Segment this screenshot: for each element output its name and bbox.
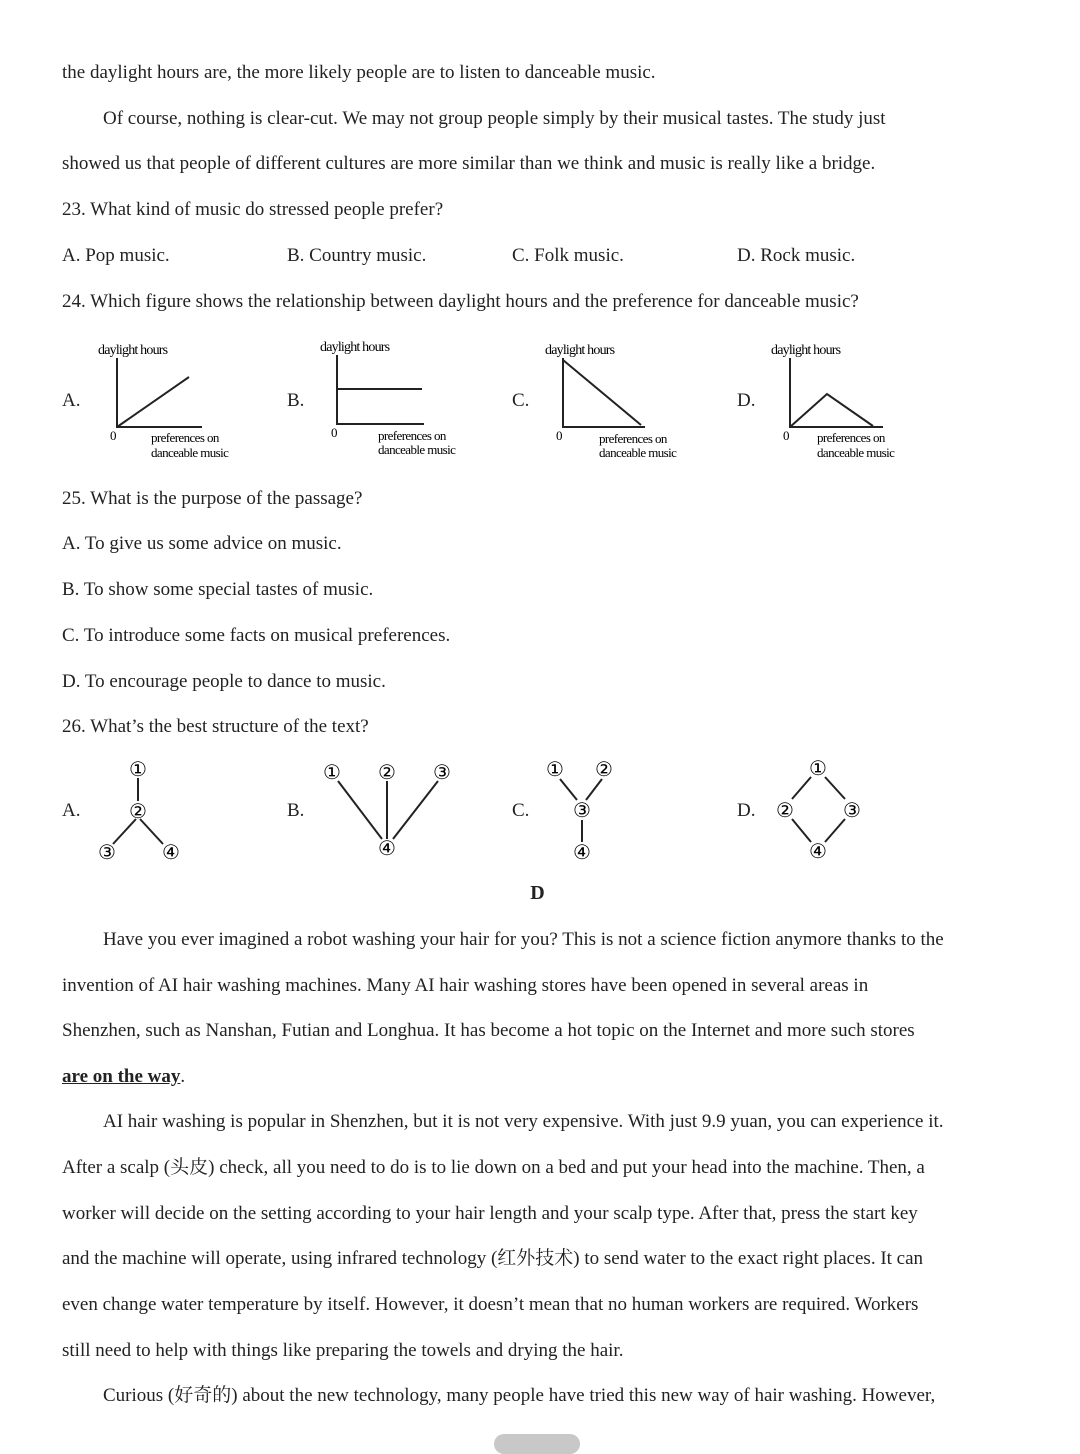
passage-line: Curious (好奇的) about the new technology, many people have tried this new way of hair washing. However,: [103, 1385, 936, 1406]
x-axis-label-line2: danceable music: [599, 445, 677, 460]
passage-line: [62, 1065, 185, 1089]
node-1: ①: [129, 759, 147, 781]
node-4: ④: [573, 842, 591, 864]
structure-diagram-b: [315, 757, 465, 872]
x-axis-label-line1: preferences on: [599, 431, 667, 446]
structure-diagram-a: [90, 755, 200, 875]
node-2: ②: [776, 800, 794, 822]
q24-letter-b: B.: [287, 390, 305, 411]
origin-label: 0: [110, 428, 117, 443]
question-25: 25. What is the purpose of the passage?: [62, 488, 363, 509]
page-scroll-handle[interactable]: [494, 1434, 580, 1454]
relationship-line: [563, 360, 641, 425]
q23-option-c: C. Folk music.: [512, 245, 624, 266]
passage-line: still need to help with things like preparing the towels and drying the hair.: [62, 1340, 624, 1361]
node-1: ①: [323, 762, 341, 784]
node-4: ④: [378, 838, 396, 860]
q25-option-d: D. To encourage people to dance to music.: [62, 671, 386, 692]
x-axis-label-line2: danceable music: [378, 442, 456, 457]
structure-diagram-c: [535, 754, 635, 874]
passage-line: invention of AI hair washing machines. Many AI hair washing stores have been opened in several areas in: [62, 975, 869, 996]
node-4: ④: [162, 842, 180, 864]
q24-letter-a: A.: [62, 390, 81, 411]
graph-b: [312, 333, 482, 468]
section-heading: D: [530, 882, 545, 904]
passage-line: Have you ever imagined a robot washing your hair for you? This is not a science fiction anymore thanks to the: [103, 929, 944, 950]
q26-letter-d: D.: [737, 800, 756, 821]
period: .: [180, 1066, 186, 1087]
q25-option-c: C. To introduce some facts on musical preferences.: [62, 625, 451, 646]
passage-line: AI hair washing is popular in Shenzhen, but it is not very expensive. With just 9.9 yuan, you can experience it.: [103, 1111, 944, 1132]
y-axis-label: daylight hours: [320, 340, 390, 355]
passage-line: and the machine will operate, using infrared technology (红外技术) to send water to the exact right places. It can: [62, 1248, 924, 1269]
q25-option-a: A. To give us some advice on music.: [62, 533, 342, 554]
q26-letter-a: A.: [62, 800, 81, 821]
passage-line: showed us that people of different cultures are more similar than we think and music is really like a bridge.: [62, 153, 876, 174]
y-axis-label: daylight hours: [98, 343, 168, 358]
graph-d: [763, 336, 933, 471]
x-axis-label-line2: danceable music: [817, 445, 895, 460]
question-23: 23. What kind of music do stressed people prefer?: [62, 199, 444, 220]
q25-option-b: B. To show some special tastes of music.: [62, 579, 374, 600]
node-3: ③: [843, 800, 861, 822]
passage-line: worker will decide on the setting according to your hair length and your scalp type. After that, press the start key: [62, 1203, 918, 1224]
graph-a: [90, 336, 260, 471]
x-axis-label-line1: preferences on: [378, 428, 446, 443]
q24-letter-d: D.: [737, 390, 756, 411]
structure-diagram-d: [765, 755, 875, 870]
relationship-line: [117, 377, 189, 427]
y-axis-label: daylight hours: [545, 343, 615, 358]
graph-c: [537, 336, 707, 471]
q24-letter-c: C.: [512, 390, 530, 411]
node-2: ②: [378, 762, 396, 784]
q23-option-d: D. Rock music.: [737, 245, 856, 266]
node-4: ④: [809, 841, 827, 863]
passage-line: even change water temperature by itself. However, it doesn’t mean that no human workers are required. Workers: [62, 1294, 919, 1315]
node-3: ③: [98, 842, 116, 864]
x-axis-label-line1: preferences on: [817, 430, 885, 445]
node-3: ③: [573, 800, 591, 822]
node-2: ②: [595, 759, 613, 781]
node-1: ①: [809, 758, 827, 780]
x-axis-label-line2: danceable music: [151, 445, 229, 460]
passage-line: the daylight hours are, the more likely people are to listen to danceable music.: [62, 62, 656, 83]
q23-option-a: A. Pop music.: [62, 245, 170, 266]
node-2: ②: [129, 801, 147, 823]
q26-letter-b: B.: [287, 800, 305, 821]
question-24: 24. Which figure shows the relationship between daylight hours and the preference for danceable music?: [62, 291, 859, 312]
origin-label: 0: [556, 428, 563, 443]
passage-line: After a scalp (头皮) check, all you need to do is to lie down on a bed and put your head into the machine. Then, a: [62, 1157, 925, 1178]
passage-line: Of course, nothing is clear-cut. We may not group people simply by their musical tastes. The study just: [103, 108, 886, 129]
question-26: 26. What’s the best structure of the text?: [62, 716, 369, 737]
origin-label: 0: [331, 425, 338, 440]
relationship-line: [790, 394, 873, 427]
q23-option-b: B. Country music.: [287, 245, 427, 266]
node-3: ③: [433, 762, 451, 784]
origin-label: 0: [783, 428, 790, 443]
q26-letter-c: C.: [512, 800, 530, 821]
y-axis-label: daylight hours: [771, 343, 841, 358]
x-axis-label-line1: preferences on: [151, 430, 219, 445]
passage-line: Shenzhen, such as Nanshan, Futian and Longhua. It has become a hot topic on the Internet and more such stores: [62, 1020, 915, 1041]
node-1: ①: [546, 759, 564, 781]
underlined-phrase: are on the way: [62, 1066, 181, 1087]
